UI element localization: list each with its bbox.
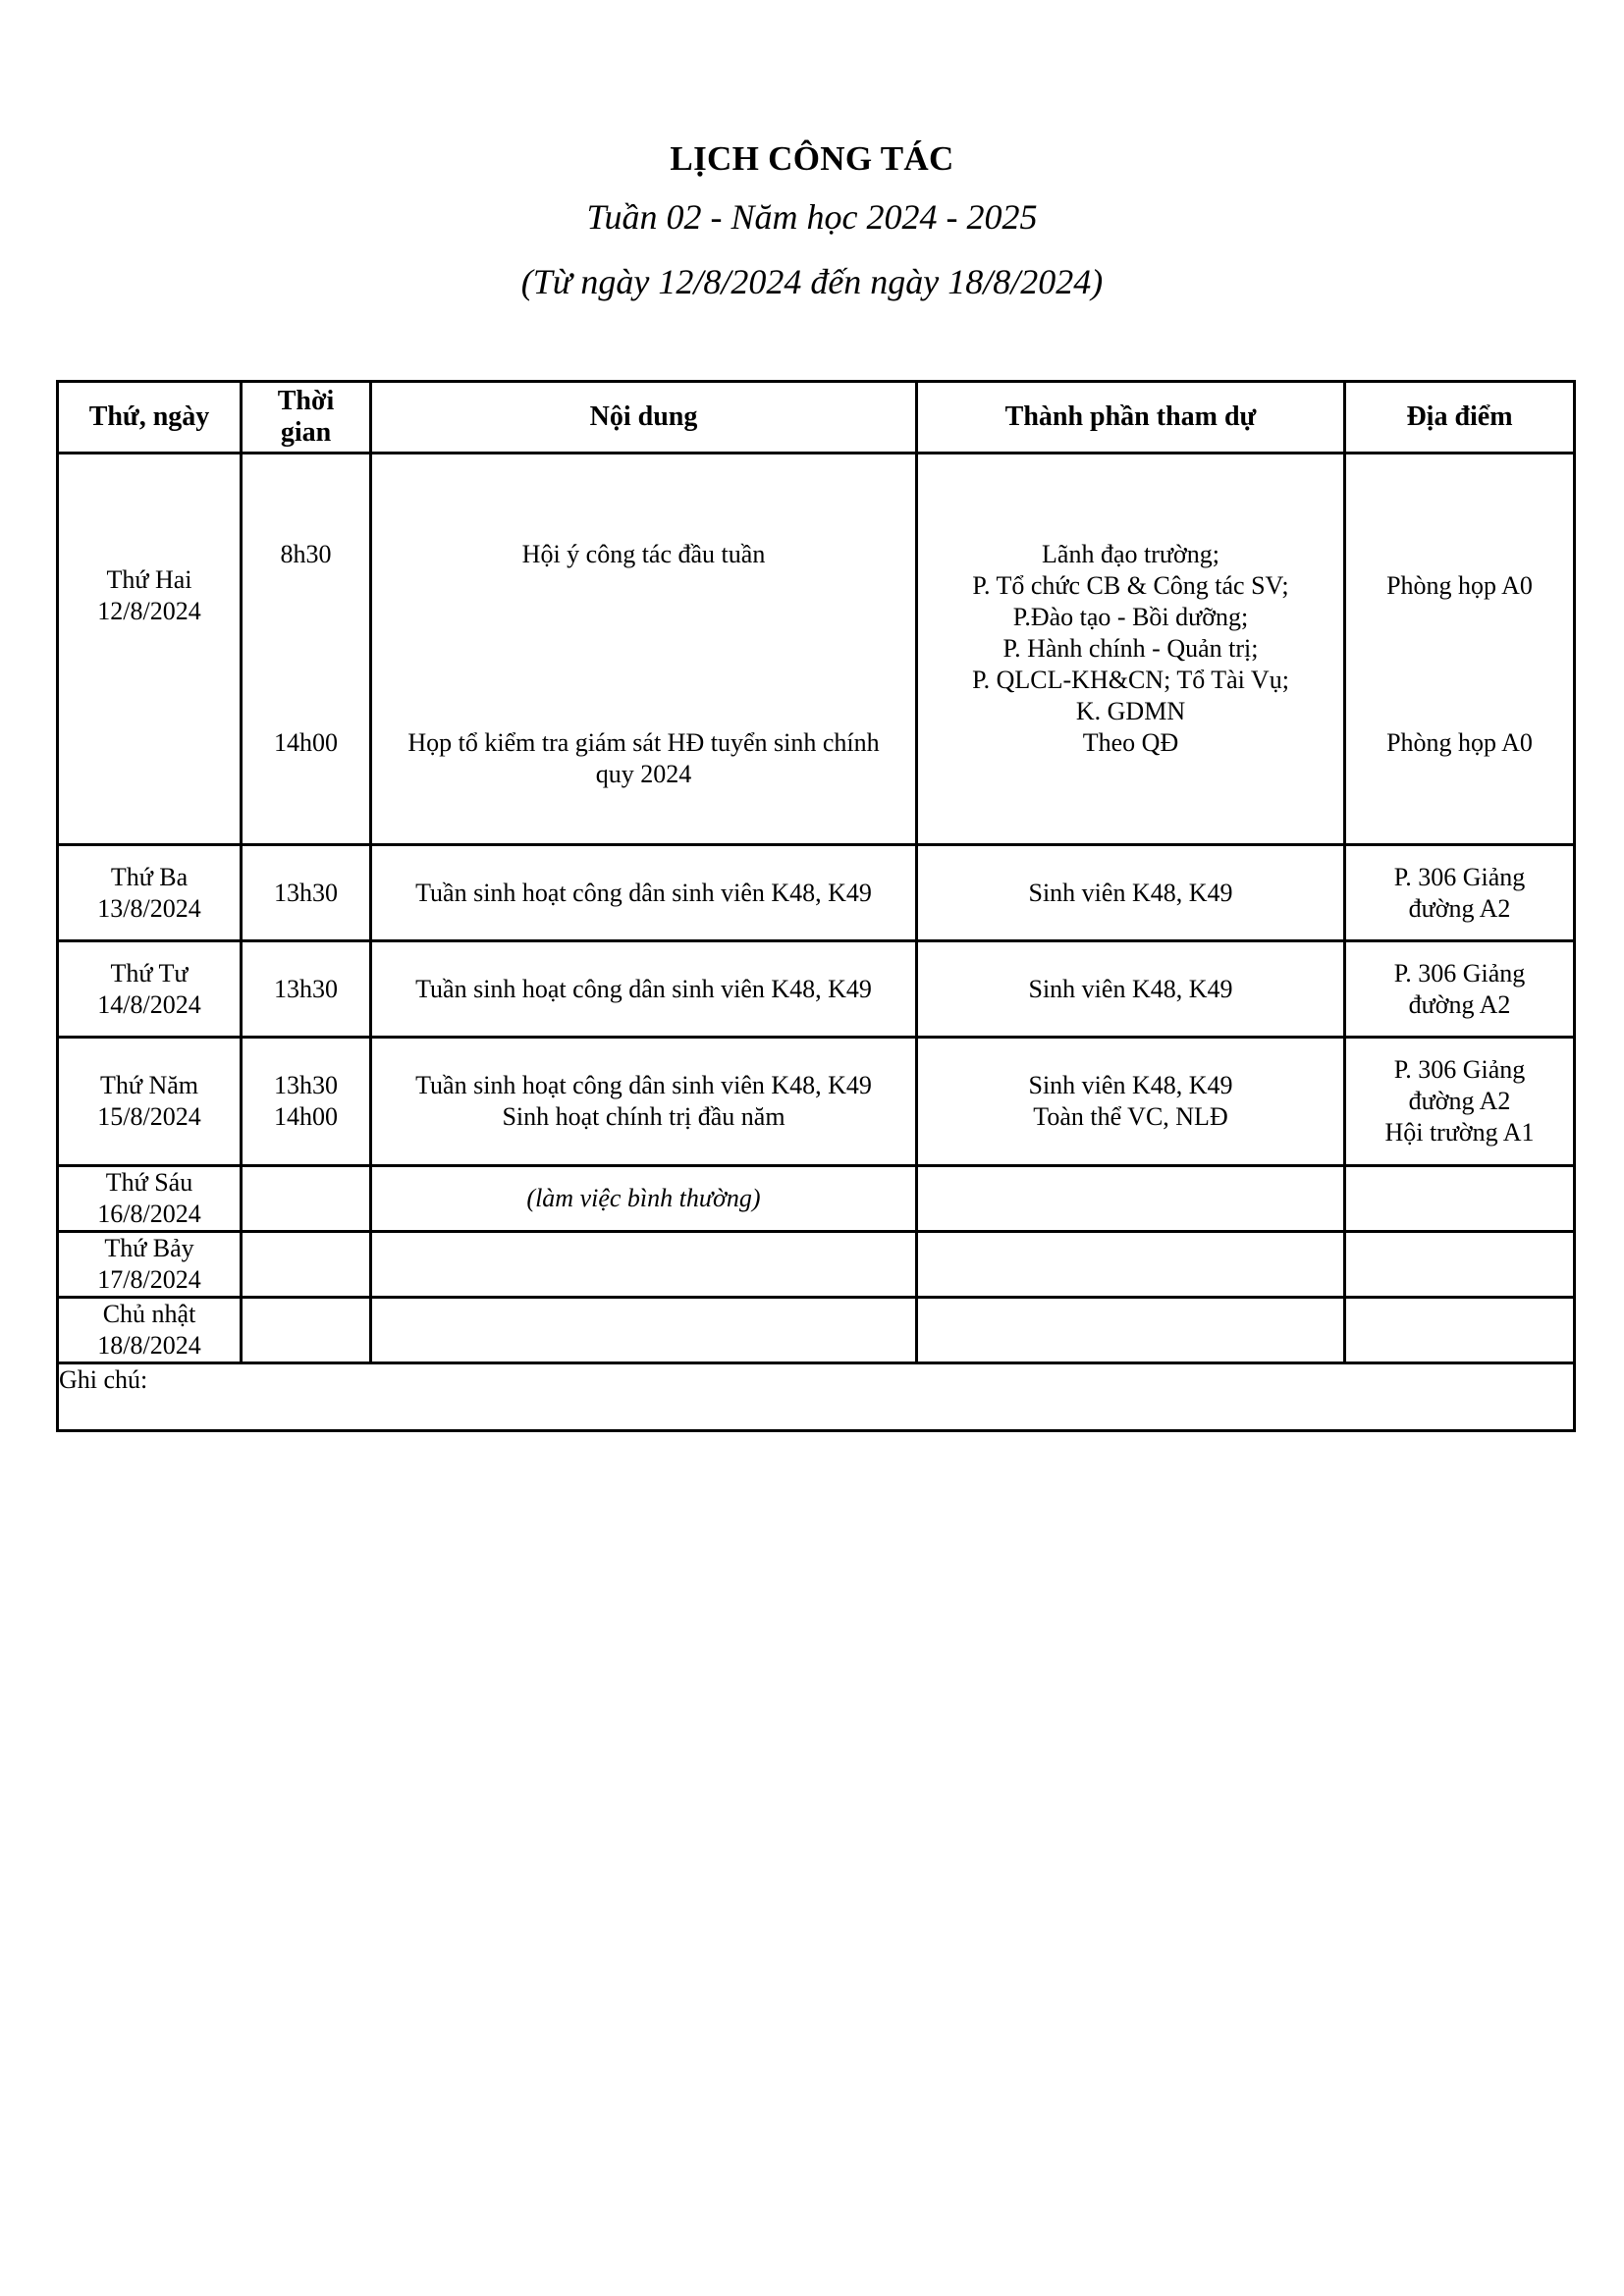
friday-participants-cell <box>917 1166 1345 1232</box>
tuesday-location-cell <box>1345 845 1575 941</box>
wednesday-day: Thứ Tư <box>110 958 189 988</box>
tuesday-time: 13h30 <box>242 845 371 941</box>
monday-content-2-line2: quy 2024 <box>595 760 692 788</box>
document-date-range: (Từ ngày 12/8/2024 đến ngày 18/8/2024) <box>520 262 1104 301</box>
tuesday-content: Tuần sinh hoạt công dân sinh viên K48, K49 <box>371 845 917 941</box>
thursday-time-cell <box>242 1038 371 1166</box>
friday-day-cell <box>58 1166 242 1232</box>
table-row-tuesday <box>58 845 1575 941</box>
monday-participant: P.Đào tạo - Bồi dưỡng; <box>1012 603 1249 631</box>
monday-participant: P. QLCL-KH&CN; Tổ Tài Vụ; <box>972 666 1289 694</box>
column-header-participants: Thành phần tham dự <box>917 382 1345 454</box>
monday-location-cell <box>1345 454 1575 845</box>
monday-date: 12/8/2024 <box>97 597 201 625</box>
wednesday-content: Tuần sinh hoạt công dân sinh viên K48, K49 <box>371 941 917 1038</box>
thursday-content-cell <box>371 1038 917 1166</box>
monday-content-2-line1: Họp tổ kiểm tra giám sát HĐ tuyển sinh chính <box>407 728 880 757</box>
thursday-content-1: Tuần sinh hoạt công dân sinh viên K48, K49 <box>415 1071 872 1099</box>
friday-location-cell <box>1345 1166 1575 1232</box>
thursday-content-2: Sinh hoạt chính trị đầu năm <box>502 1102 785 1131</box>
table-row-monday <box>58 454 1575 845</box>
table-row-friday <box>58 1166 1575 1232</box>
table-row-thursday <box>58 1038 1575 1166</box>
monday-day: Thứ Hai <box>106 565 192 594</box>
monday-time-cell <box>242 454 371 845</box>
monday-time-1: 8h30 <box>280 540 332 568</box>
monday-content-1: Hội ý công tác đầu tuần <box>521 540 766 568</box>
note-label: Ghi chú: <box>58 1363 1575 1431</box>
thursday-date: 15/8/2024 <box>97 1102 201 1131</box>
column-header-content: Nội dung <box>371 382 917 454</box>
saturday-day: Thứ Bảy <box>104 1234 194 1262</box>
friday-content: (làm việc bình thường) <box>371 1166 917 1232</box>
monday-content-cell <box>371 454 917 845</box>
monday-participant: P. Tổ chức CB & Công tác SV; <box>972 571 1289 600</box>
document-header <box>0 135 1624 306</box>
thursday-location-line1: P. 306 Giảng <box>1393 1055 1526 1084</box>
monday-participants-cell <box>917 454 1345 845</box>
wednesday-date: 14/8/2024 <box>97 989 201 1019</box>
column-header-location: Địa điểm <box>1345 382 1575 454</box>
sunday-date: 18/8/2024 <box>97 1331 201 1360</box>
thursday-location-line3: Hội trường A1 <box>1384 1118 1535 1147</box>
document-title: LỊCH CÔNG TÁC <box>670 139 954 178</box>
thursday-location-cell <box>1345 1038 1575 1166</box>
column-header-time-line2: gian <box>280 417 332 448</box>
sunday-time-cell <box>242 1298 371 1363</box>
saturday-location-cell <box>1345 1232 1575 1298</box>
monday-time-2: 14h00 <box>274 728 338 757</box>
wednesday-location-cell <box>1345 941 1575 1038</box>
column-header-day: Thứ, ngày <box>58 382 242 454</box>
tuesday-date: 13/8/2024 <box>97 893 201 923</box>
monday-participant: K. GDMN <box>1075 697 1186 725</box>
column-header-time <box>242 382 371 454</box>
thursday-participants-1: Sinh viên K48, K49 <box>1028 1071 1233 1099</box>
saturday-participants-cell <box>917 1232 1345 1298</box>
sunday-participants-cell <box>917 1298 1345 1363</box>
schedule-table <box>56 380 1576 1432</box>
tuesday-day-cell <box>58 845 242 941</box>
sunday-content-cell <box>371 1298 917 1363</box>
monday-participants-2: Theo QĐ <box>1082 728 1179 757</box>
monday-participant: Lãnh đạo trường; <box>1042 540 1219 568</box>
monday-day-cell <box>58 454 242 845</box>
wednesday-participants: Sinh viên K48, K49 <box>917 941 1345 1038</box>
wednesday-location-line1: P. 306 Giảng <box>1393 958 1526 988</box>
thursday-day: Thứ Năm <box>99 1071 198 1099</box>
column-header-time-line1: Thời <box>277 386 335 416</box>
wednesday-location-line2: đường A2 <box>1408 989 1511 1019</box>
tuesday-day: Thứ Ba <box>110 862 189 891</box>
monday-participant: P. Hành chính - Quản trị; <box>1002 634 1259 663</box>
wednesday-time: 13h30 <box>242 941 371 1038</box>
sunday-day-cell <box>58 1298 242 1363</box>
saturday-time-cell <box>242 1232 371 1298</box>
wednesday-day-cell <box>58 941 242 1038</box>
thursday-participants-2: Toàn thể VC, NLĐ <box>1033 1102 1228 1131</box>
monday-participants-1 <box>918 539 1343 727</box>
thursday-participants-cell <box>917 1038 1345 1166</box>
thursday-time-1: 13h30 <box>274 1071 338 1099</box>
sunday-day: Chủ nhật <box>102 1300 196 1328</box>
tuesday-location-line1: P. 306 Giảng <box>1393 862 1526 891</box>
tuesday-location-line2: đường A2 <box>1408 893 1511 923</box>
sunday-location-cell <box>1345 1298 1575 1363</box>
monday-content-2 <box>372 727 915 790</box>
saturday-day-cell <box>58 1232 242 1298</box>
monday-location-1: Phòng họp A0 <box>1386 571 1533 600</box>
thursday-day-cell <box>58 1038 242 1166</box>
table-row-note <box>58 1363 1575 1431</box>
saturday-content-cell <box>371 1232 917 1298</box>
saturday-date: 17/8/2024 <box>97 1265 201 1294</box>
table-row-wednesday <box>58 941 1575 1038</box>
table-row-saturday <box>58 1232 1575 1298</box>
thursday-location-line2: đường A2 <box>1408 1087 1511 1115</box>
table-header-row <box>58 382 1575 454</box>
table-row-sunday <box>58 1298 1575 1363</box>
thursday-time-2: 14h00 <box>274 1102 338 1131</box>
friday-time-cell <box>242 1166 371 1232</box>
friday-date: 16/8/2024 <box>97 1200 201 1228</box>
document-subtitle: Tuần 02 - Năm học 2024 - 2025 <box>586 197 1038 237</box>
friday-day: Thứ Sáu <box>105 1168 193 1197</box>
tuesday-participants: Sinh viên K48, K49 <box>917 845 1345 941</box>
monday-location-2: Phòng họp A0 <box>1386 728 1533 757</box>
